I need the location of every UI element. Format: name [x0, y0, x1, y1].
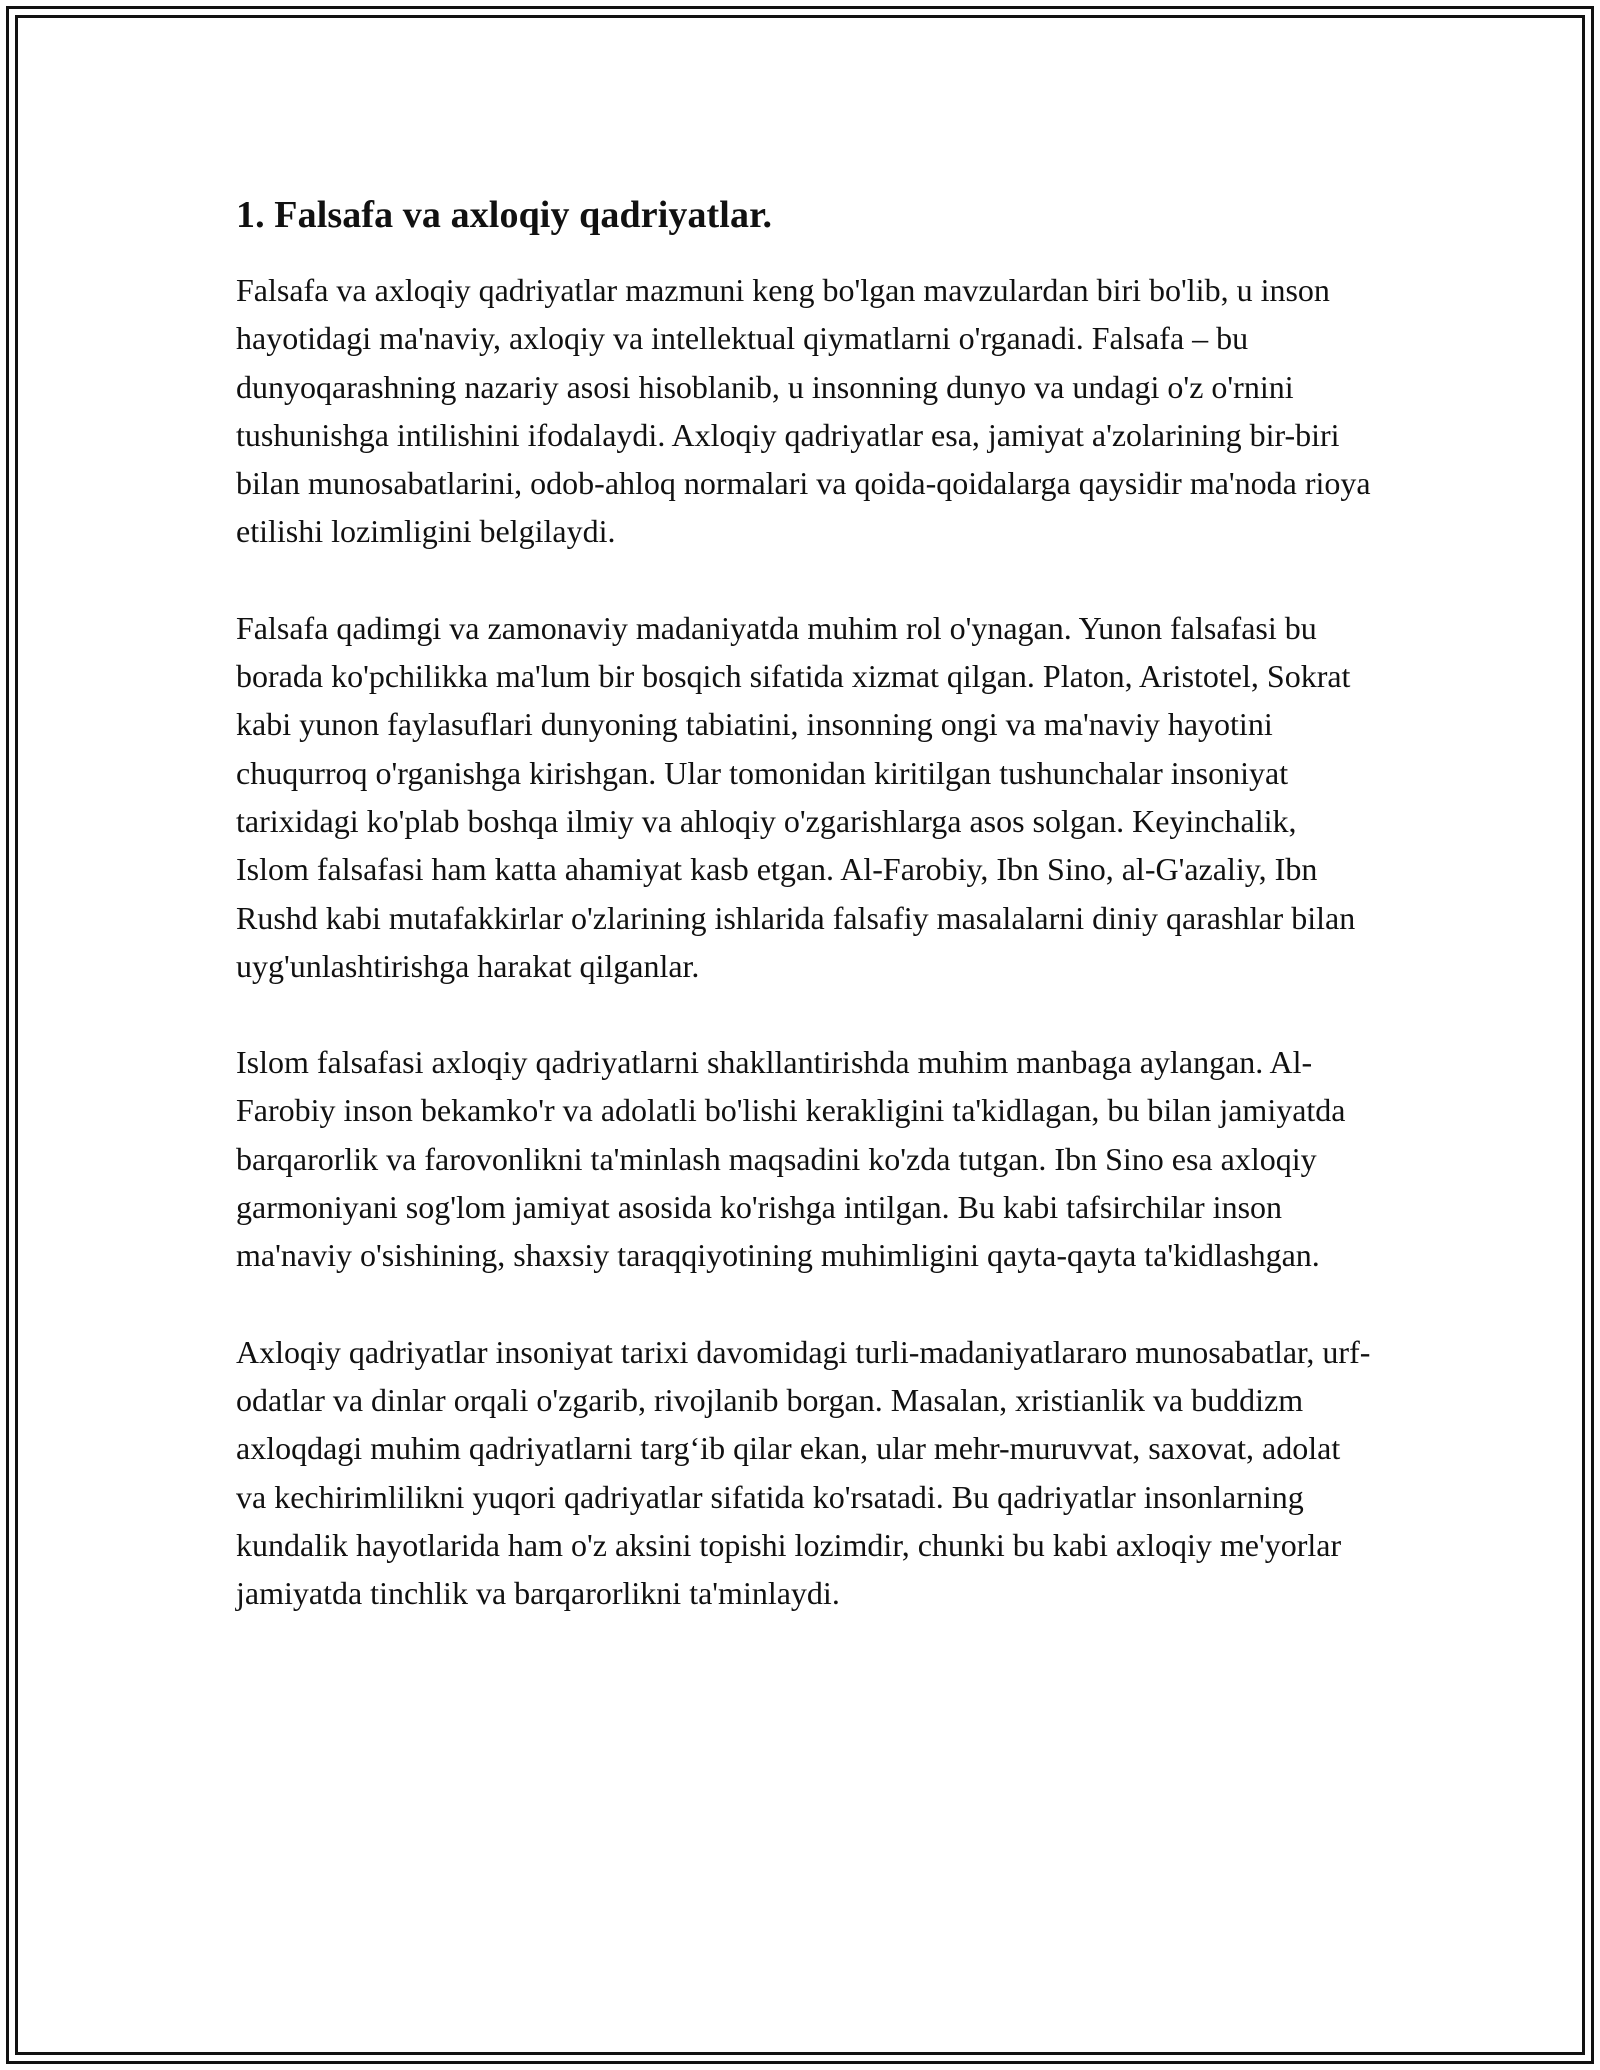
section-heading: 1. Falsafa va axloqiy qadriyatlar.: [236, 194, 773, 236]
paragraph-4: Axloqiy qadriyatlar insoniyat tarixi davomidagi turli-madaniyatlararo munosabatlar, urf-odatlar va dinlar orqali o'zgarib, rivojlanib borgan. Masalan, xristianlik va buddizm axloqdagi muhim qadriyatlarni targ‘ib qilar ekan, ular mehr-muruvvat, saxovat, adolat va kechirimlilikni yuqori qadriyatlar sifatida ko'rsatadi. Bu qadriyatlar insonlarning kundalik hayotlarida ham o'z aksini topishi lozimdir, chunki bu kabi axloqiy me'yorlar jamiyatda tinchlik va barqarorlikni ta'minlaydi.: [236, 1333, 1371, 1612]
paragraph-3: Islom falsafasi axloqiy qadriyatlarni shakllantirishda muhim manbaga aylangan. Al-Farobiy inson bekamko'r va adolatli bo'lishi kerakligini ta'kidlagan, bu bilan jamiyatda barqarorlik va farovonlikni ta'minlash maqsadini ko'zda tutgan. Ibn Sino esa axloqiy garmoniyani sog'lom jamiyat asosida ko'rishga intilgan. Bu kabi tafsirchilar inson ma'naviy o'sishining, shaxsiy taraqqiyotining muhimligini qayta-qayta ta'kidlashgan.: [236, 1044, 1346, 1274]
paragraph-2: Falsafa qadimgi va zamonaviy madaniyatda muhim rol o'ynagan. Yunon falsafasi bu borada ko'pchilikka ma'lum bir bosqich sifatida xizmat qilgan. Platon, Aristotel, Sokrat kabi yunon faylasuflari dunyoning tabiatini, insonning ongi va ma'naviy hayotini chuqurroq o'rganishga kirishgan. Ular tomonidan kiritilgan tushunchalar insoniyat tarixidagi ko'plab boshqa ilmiy va ahloqiy o'zgarishlarga asos solgan. Keyinchalik, Islom falsafasi ham katta ahamiyat kasb etgan. Al-Farobiy, Ibn Sino, al-G'azaliy, Ibn Rushd kabi mutafakkirlar o'zlarining ishlarida falsafiy masalalarni diniy qarashlar bilan uyg'unlashtirishga harakat qilganlar.: [236, 609, 1356, 984]
paragraph-1: Falsafa va axloqiy qadriyatlar mazmuni keng bo'lgan mavzulardan biri bo'lib, u inson hayotidagi ma'naviy, axloqiy va intellektual qiymatlarni o'rganadi. Falsafa – bu dunyoqarashning nazariy asosi hisoblanib, u insonning dunyo va undagi o'z o'rnini tushunishga intilishini ifodalaydi. Axloqiy qadriyatlar esa, jamiyat a'zolarining bir-biri bilan munosabatlarini, odob-ahloq normalari va qoida-qoidalarga qaysidir ma'noda rioya etilishi lozimligini belgilaydi.: [236, 272, 1371, 550]
document-body: [236, 190, 1376, 1665]
